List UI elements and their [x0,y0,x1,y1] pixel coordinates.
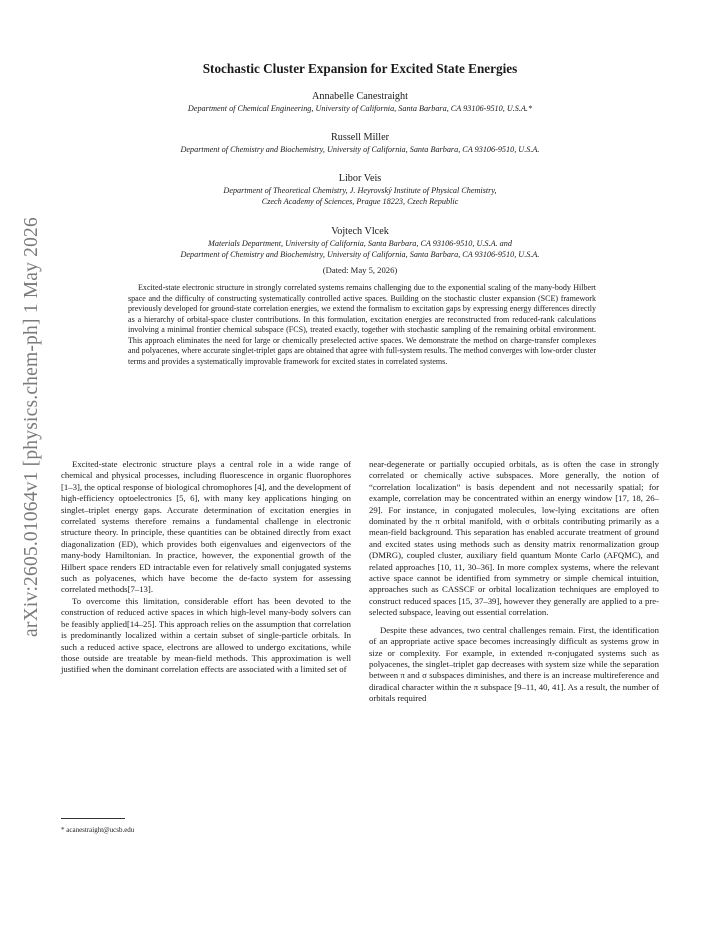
footnote: * acanestraight@ucsb.edu [61,826,135,834]
author-name: Annabelle Canestraight [312,91,408,102]
body-paragraph: Despite these advances, two central challenges remain. First, the identification of an appropriate active space becomes increasingly difficult as systems grow in size or complexity. For example, in extended π-conjugated systems such as polyacenes, the singlet–triplet gap decreases with system size while the separation between π and σ subspaces diminishes, and there is an increase multireference and diradical character within the π subspace [9–11, 40, 41]. As a result, the number of orbitals required [369,624,659,704]
paper-title: Stochastic Cluster Expansion for Excited State Energies [202,61,518,76]
body-paragraph: Excited-state electronic structure plays a central role in a wide range of chemical and physical processes, including fluorescence in organic fluorophores [1–3], the optical response of biological chromophores [4], and the development of high-efficiency optoelectronics [5, 6], with many key applications hinging on singlet–triplet energy gaps. Accurate determination of excitation energies in correlated systems therefore remains a fundamental challenge in electronic structure theory. In principle, these quantities can be obtained directly from exact diagonalization (ED), which provides both eigenvalues and eigenvectors of the many-body Hamiltonian. In practice, however, the exponential growth of the Hilbert space renders ED intractable even for relatively small conjugated systems such as polyacenes, which have become the de-facto system for assessing correlated methods[7–13]. [61,459,351,595]
date-line: (Dated: May 5, 2026) [322,265,398,275]
author-name: Russell Miller [330,132,389,143]
body-paragraph: To overcome this limitation, considerable effort has been devoted to the construction of reduced active spaces in which high-level many-body solvers can be feasibly applied[14–25]. This approach relies on the assumption that correlation is predominantly localized within a certain subset of single-particle orbitals. In such a reduced active space, electrons are allowed to undergo excitations, while those outside are treatable by mean-field methods. This approximation is well justified when the dominant correlation effects are associated with a limited set of [61,595,351,675]
author-affiliation: Materials Department, University of California, Santa Barbara, CA 93106-9510, U.S.A. and [208,239,512,248]
abstract: Excited-state electronic structure in strongly correlated systems remains challenging due to the exponential scaling of the many-body Hilbert space and the difficulty of constructing systematically controlled active spaces. Building on the stochastic cluster expansion (SCE) framework previously developed for ground-state correlation energies, we extend the formalism to excitation gaps by expressing energy differences directly as a hierarchy of orbital-space cluster contributions. In this formulation, excitation energies are reconstructed from reduced-rank calculations involving a minimal frontier chemical subspace (FCS), treated exactly, together with stochastic sampling of the remaining orbital environment. This approach eliminates the need for large or chemically preselected active spaces. We demonstrate the method on charge-transfer complexes and polyacenes, where accurate singlet-triplet gaps are obtained that agree with full-system results. The method converges with low-order cluster terms and provides a systematically improvable framework for excited states in correlated systems. [128,283,596,366]
body-column-right [369,459,659,705]
author-block-2 [60,132,660,155]
author-name: Vojtech Vlcek [331,226,389,237]
author-affiliation: Czech Academy of Sciences, Prague 18223, Czech Republic [261,197,459,206]
author-affiliation: Department of Theoretical Chemistry, J. Heyrovský Institute of Physical Chemistry, [223,186,497,195]
author-affiliation: Department of Chemistry and Biochemistry, University of California, Santa Barbara, CA 93106-9510, U.S.A. [180,145,540,154]
author-block-4 [60,226,660,260]
author-block-1 [60,91,660,114]
body-paragraph: near-degenerate or partially occupied orbitals, as is often the case in strongly correlated or chemically active subspaces. More generally, the notion of “correlation localization” is basis dependent and not necessarily spatial; for example, correlation may be concentrated within an energy window [17, 18, 26–29]. For instance, in conjugated molecules, low-lying excitations are often dominated by the π orbital manifold, with σ orbitals contributing primarily as a mean-field background. This separation has enabled accurate treatment of ground and excited states using methods such as density matrix renormalization group (DMRG), coupled cluster, auxiliary field quantum Monte Carlo (AFQMC), and related approaches [10, 11, 30–36]. In more complex systems, where the relevant active space cannot be identified from symmetry or simple chemical intuition, approaches such as CASSCF or orbital localization techniques are employed to construct reduced spaces [15, 37–39], however they generally are applied to a pre-selected subspace, leaving out essential correlation. [369,459,659,618]
author-block-3 [60,173,660,207]
footnote-divider [61,818,125,819]
arxiv-identifier-margin [14,212,50,642]
author-affiliation: Department of Chemical Engineering, University of California, Santa Barbara, CA 93106-9510, U.S.A.* [187,104,533,113]
arxiv-identifier-text: arXiv:2605.01064v1 [physics.chem-ph] 1 May 2026 [21,217,42,637]
author-name: Libor Veis [338,173,382,184]
body-column-left [61,459,351,676]
author-affiliation: Department of Chemistry and Biochemistry, University of California, Santa Barbara, CA 93106-9510, U.S.A. [180,250,540,259]
